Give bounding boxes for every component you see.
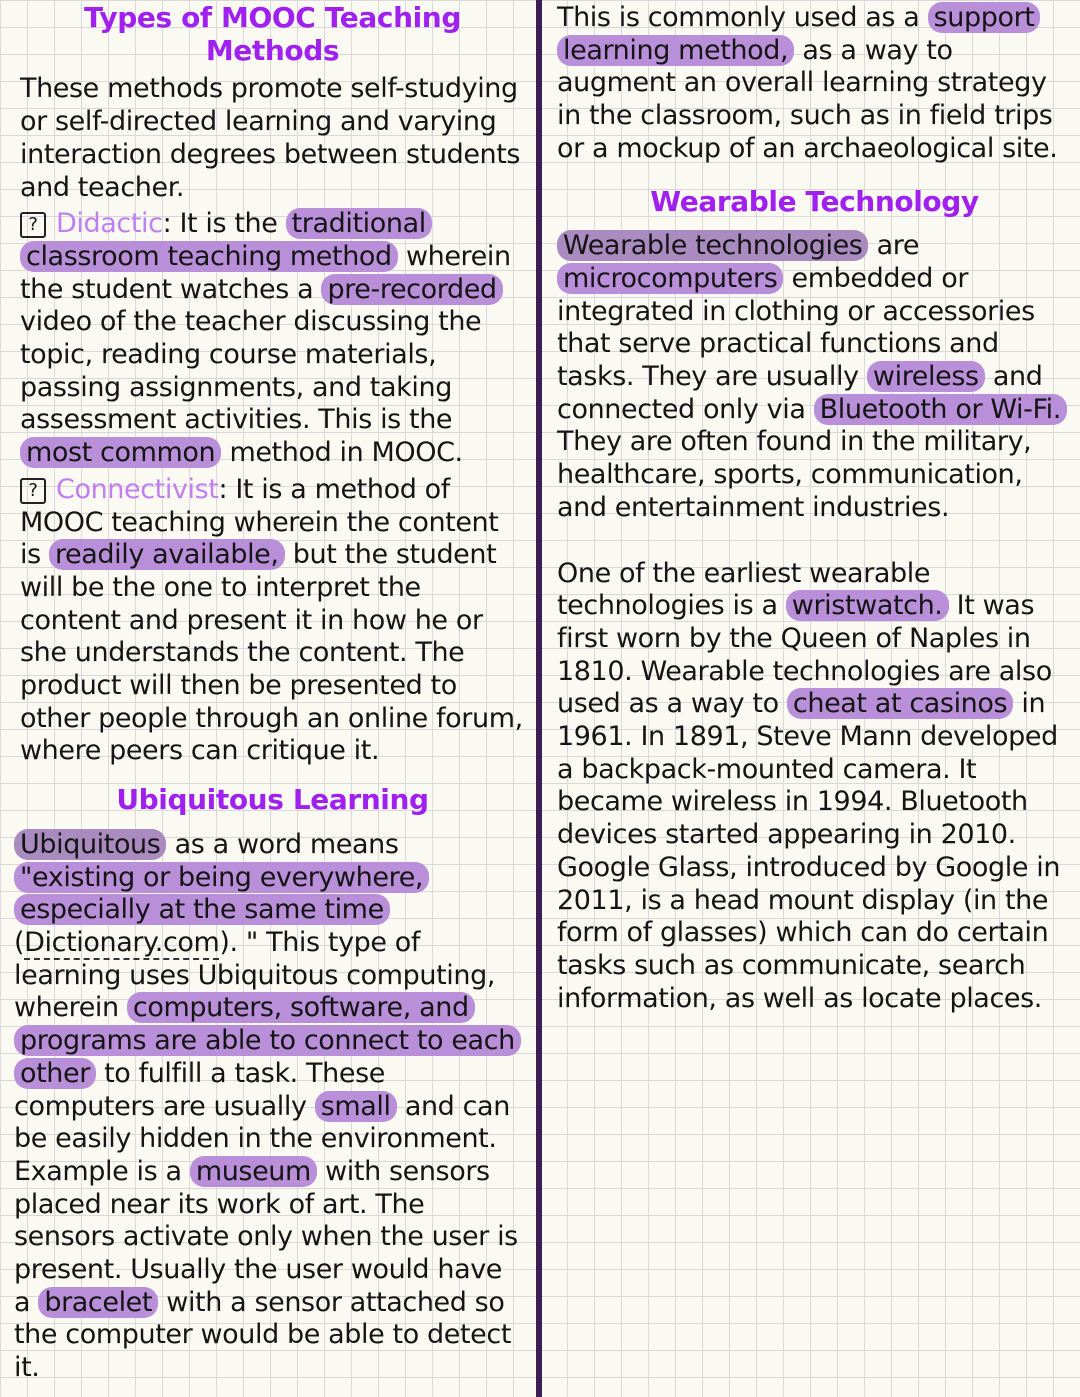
intro-paragraph: These methods promote self-studying or self-directed learning and varying interaction degrees between students and teacher.	[20, 73, 521, 203]
section-title-mooc-methods: Types of MOOC Teaching Methods	[84, 1, 461, 67]
history-paragraph: One of the earliest wearable technologies is a wristwatch. It was first worn by the Queen of Naples in 1810. Wearable technologies are also used as a way to cheat at casinos in 1961. In 1891, Steve Mann developed a backpack-mounted camera. It became wireless in 1994. Bluetooth devices started appearing in 2010. Google Glass, introduced by Google in 2011, is a head mount display (in the form of glasses) which can do certain tasks such as communicate, search information, as well as locate places.	[557, 557, 1061, 1014]
question-box-icon: ?	[20, 212, 46, 238]
highlight: readily available,	[49, 539, 285, 570]
highlight: Wearable technologies	[557, 230, 868, 261]
highlight: "existing or being everywhere, especially at the same time	[14, 862, 429, 926]
right-column	[557, 0, 1072, 1015]
section-title-ubiquitous: Ubiquitous Learning	[116, 783, 429, 817]
highlight: cheat at casinos	[787, 688, 1013, 719]
connectivist-term: Connectivist	[56, 473, 219, 505]
highlight: Bluetooth or Wi-Fi.	[814, 394, 1067, 425]
connectivist-paragraph: ? Connectivist: It is a method of MOOC teaching wherein the content is readily available, but the student will be the one to interpret the content and present it in how he or she understands the content. The product will then be presented to other people through an online forum, where peers can critique it.	[20, 473, 523, 767]
highlight: microcomputers	[557, 263, 783, 294]
highlight: support learning method,	[557, 2, 1040, 66]
question-box-icon: ?	[20, 478, 46, 504]
left-column	[14, 0, 525, 1385]
highlight: traditional classroom teaching method	[20, 208, 432, 272]
highlight: computers, software, and programs are able to connect to each other	[14, 992, 521, 1088]
source-reference: Dictionary.com	[24, 926, 220, 958]
didactic-term: Didactic	[56, 208, 163, 240]
ubiquitous-paragraph: Ubiquitous as a word means "existing or being everywhere, especially at the same time (Dictionary.com). " This type of learning uses Ubiquitous computing, wherein computers, software, and programs are able to connect to each other to fulfill a task. These computers are usually small and can be easily hidden in the environment. Example is a museum with sensors placed near its work of art. The sensors activate only when the user is present. Usually the user would have a bracelet with a sensor attached so	[14, 829, 525, 1320]
column-divider	[536, 0, 542, 1397]
didactic-paragraph: ? Didactic: It is the traditional classroom teaching method wherein the student watches a pre-recorded video of the teacher discussing the topic, reading course materials, passing assignments, and taking assessment activities. This is the most common method in MOOC.	[20, 208, 511, 469]
highlight: museum	[190, 1156, 317, 1187]
ubiquitous-paragraph-end: the computer would be able to detect it.	[14, 1319, 512, 1384]
highlight: small	[315, 1091, 397, 1122]
highlight: bracelet	[38, 1287, 158, 1318]
highlight: most common	[20, 437, 221, 468]
highlight: wireless	[867, 361, 985, 392]
support-method-paragraph: This is commonly used as a support learning method, as a way to augment an overall learning strategy in the classroom, such as in field trips or a mockup of an archaeological site.	[557, 2, 1058, 164]
section-title-wearable: Wearable Technology	[650, 184, 979, 218]
highlight: Ubiquitous	[14, 829, 166, 860]
wearable-paragraph: Wearable technologies are microcomputers embedded or integrated in clothing or accessories that serve practical functions and tasks. They are usually wireless and connected only via Bluetooth or Wi-Fi. They are often found in the military, healthcare, sports, communication, and entertainment industries.	[557, 230, 1072, 524]
highlight: wristwatch.	[786, 590, 949, 621]
highlight: pre-recorded	[321, 274, 502, 305]
